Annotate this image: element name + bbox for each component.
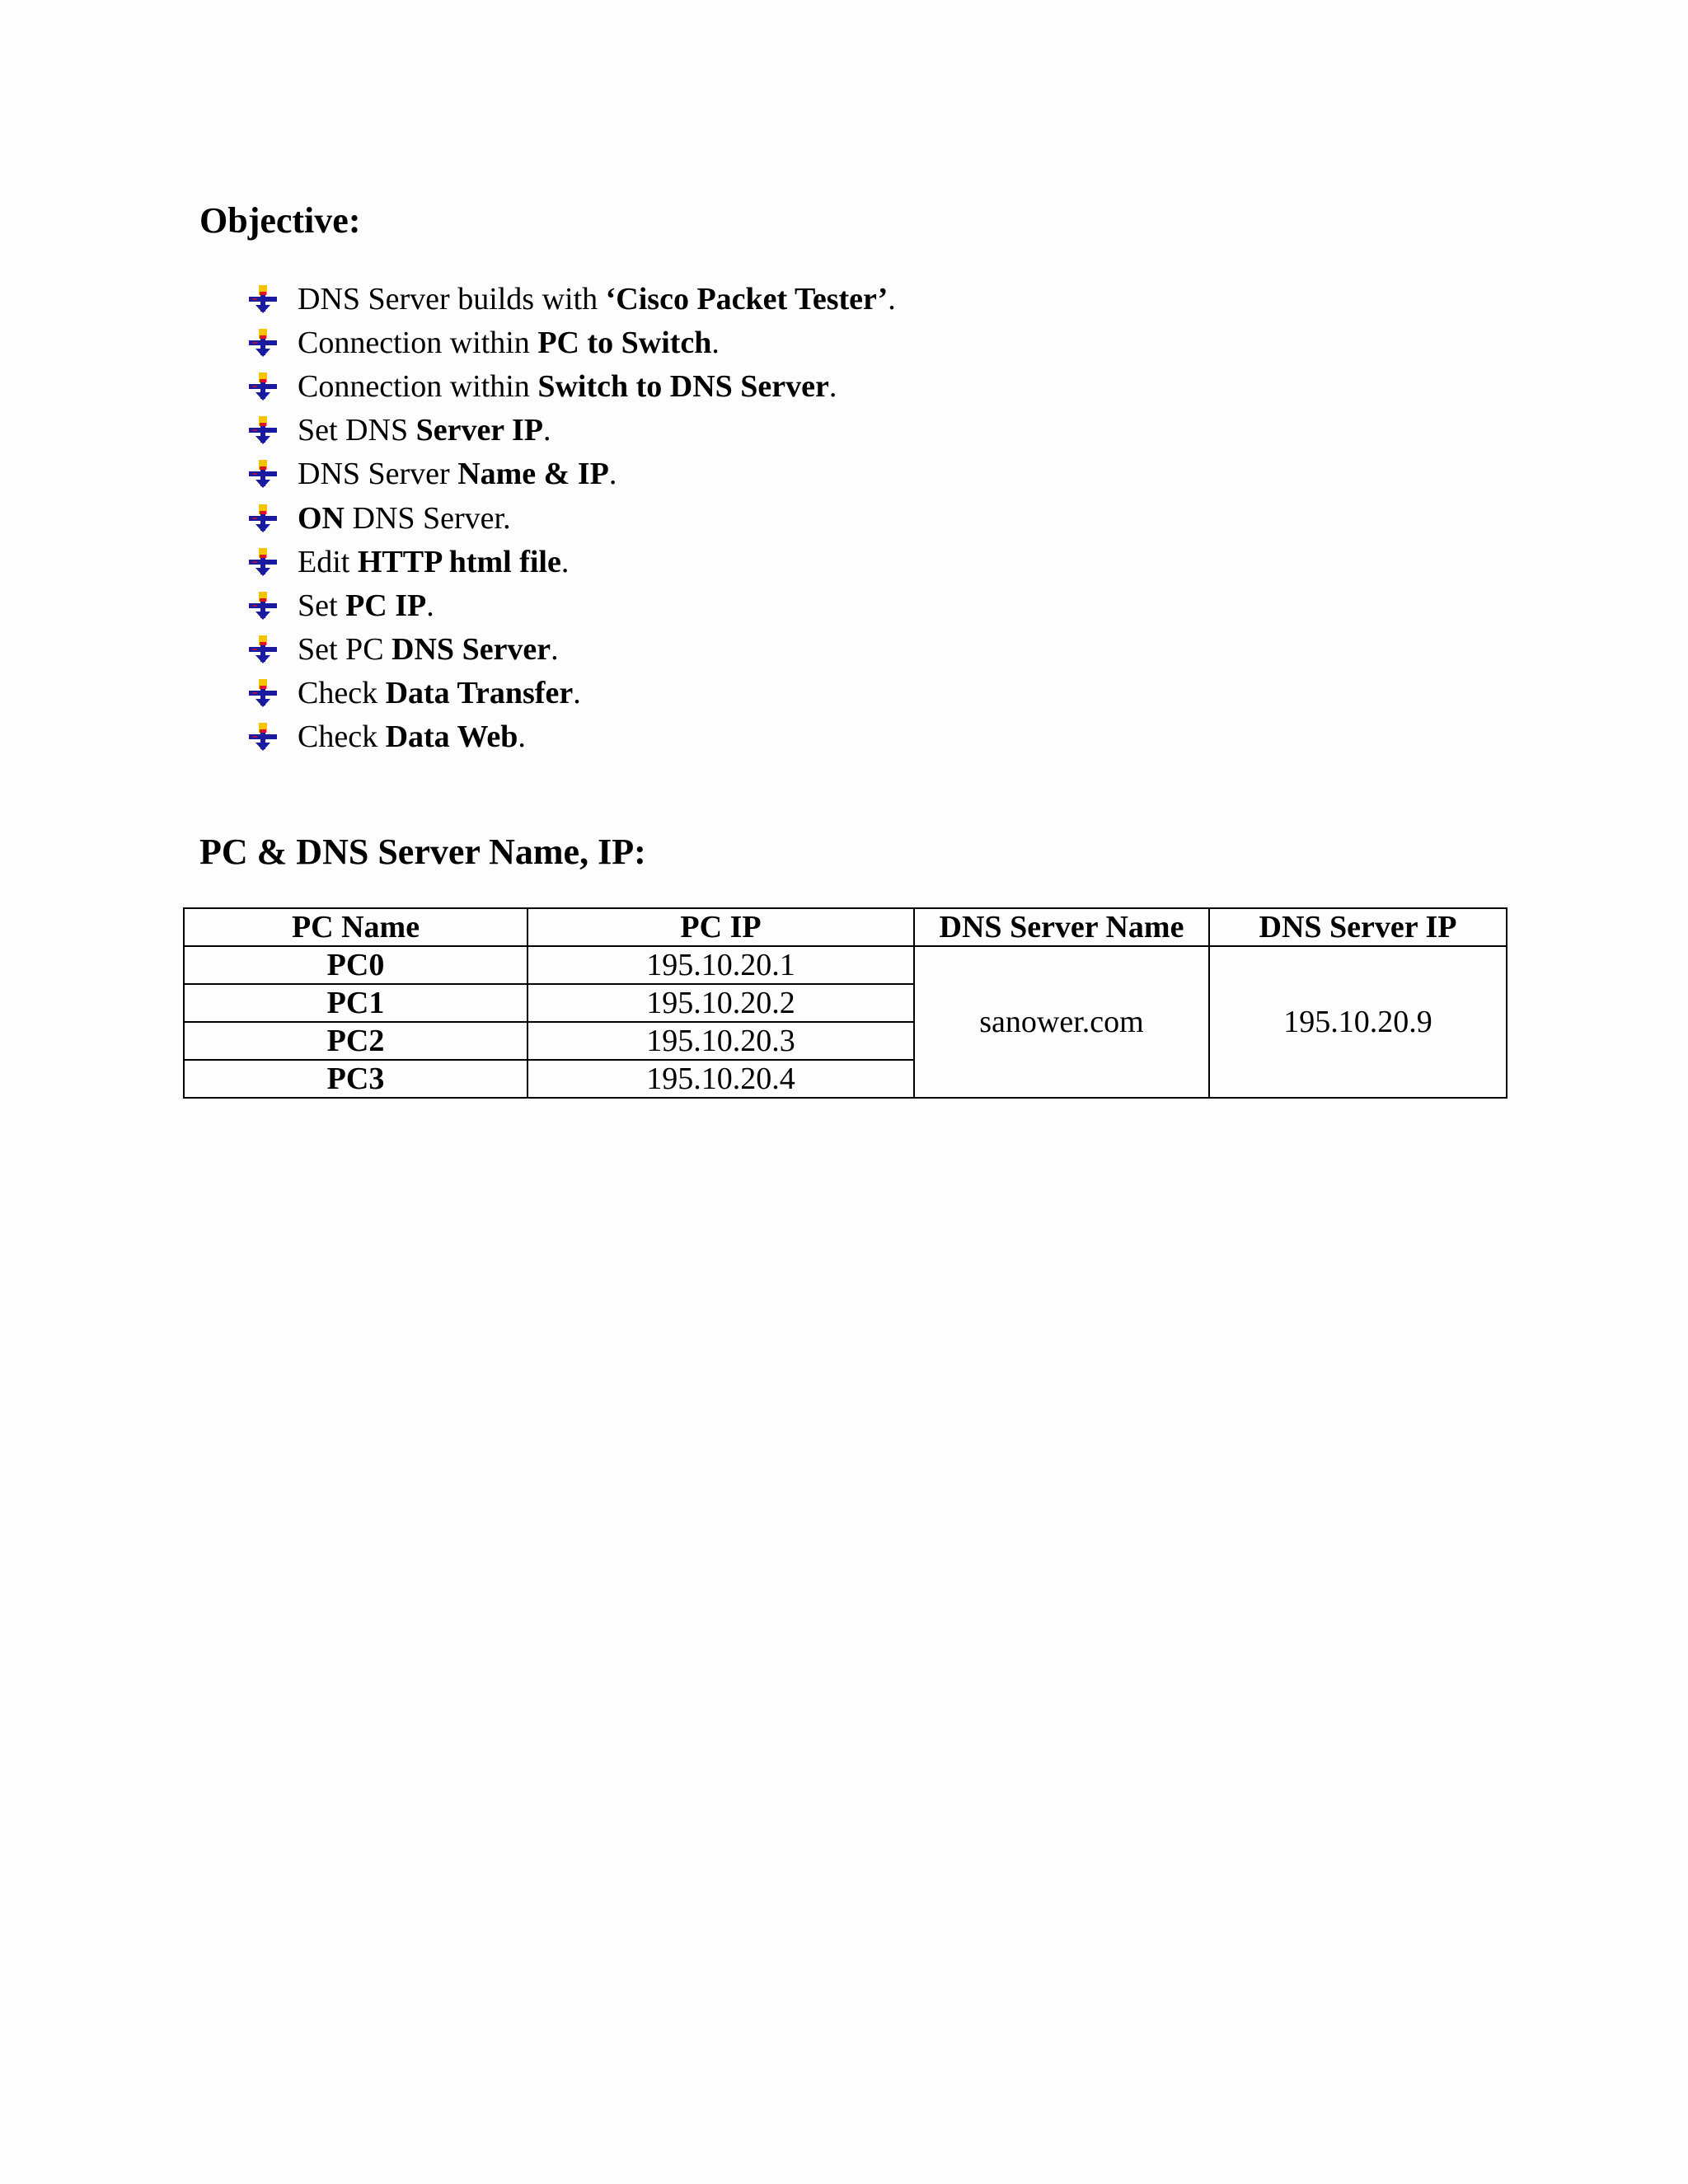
objective-text-run: DNS Server builds with xyxy=(298,281,606,316)
objective-text-bold: DNS Server xyxy=(392,632,551,668)
objective-text-run: . xyxy=(551,632,559,668)
objective-text-run: . xyxy=(888,281,896,316)
arrow-down-plus-icon xyxy=(247,371,279,402)
list-item xyxy=(247,409,896,452)
objective-text-run: . xyxy=(711,325,720,360)
objective-text-run: Check xyxy=(298,676,386,711)
objective-text-bold: Data Web xyxy=(385,719,518,755)
objective-text-run: . xyxy=(543,413,551,448)
list-item xyxy=(247,321,896,364)
pc-ip-cell: 195.10.20.3 xyxy=(528,1022,914,1060)
objective-text-bold: PC to Switch xyxy=(537,325,712,360)
objective-heading: Objective: xyxy=(199,200,361,241)
objective-text xyxy=(298,368,837,405)
list-item xyxy=(247,277,896,321)
list-item xyxy=(247,672,896,715)
arrow-down-plus-icon xyxy=(247,415,279,446)
arrow-down-plus-icon xyxy=(247,503,279,534)
objective-text-bold: ON xyxy=(298,500,345,536)
objective-text-bold: HTTP html file xyxy=(357,544,561,579)
objective-text xyxy=(298,412,551,448)
objective-text-run: Check xyxy=(298,719,386,755)
objective-text-bold: Switch to DNS Server xyxy=(537,368,829,404)
pc-ip-cell: 195.10.20.2 xyxy=(528,984,914,1022)
pc-name-cell: PC0 xyxy=(184,946,528,984)
list-item xyxy=(247,715,896,759)
arrow-down-plus-icon xyxy=(247,677,279,709)
header-pc-ip: PC IP xyxy=(528,908,914,946)
dns-server-ip-cell: 195.10.20.9 xyxy=(1209,946,1507,1098)
dns-server-name-cell: sanower.com xyxy=(914,946,1209,1098)
table-row xyxy=(184,946,1507,984)
list-item xyxy=(247,452,896,496)
objective-text-bold: PC IP xyxy=(345,588,427,623)
objective-text-run: . xyxy=(608,457,617,492)
objective-text xyxy=(298,588,434,624)
pc-name-cell: PC2 xyxy=(184,1022,528,1060)
pc-name-cell: PC1 xyxy=(184,984,528,1022)
objective-text-run: Connection within xyxy=(298,368,538,404)
objective-text-run: . xyxy=(426,588,434,623)
list-item xyxy=(247,540,896,583)
objective-text xyxy=(298,456,617,492)
objective-text xyxy=(298,325,720,361)
pc-ip-cell: 195.10.20.1 xyxy=(528,946,914,984)
objective-text-bold: Name & IP xyxy=(457,457,609,492)
objective-text-run: Set DNS xyxy=(298,413,416,448)
objective-text xyxy=(298,675,581,711)
objective-text-bold: ‘Cisco Packet Tester’ xyxy=(605,281,889,316)
objective-text-run: . xyxy=(573,676,581,711)
arrow-down-plus-icon xyxy=(247,284,279,315)
arrow-down-plus-icon xyxy=(247,634,279,665)
objective-text-run: . xyxy=(828,368,837,404)
arrow-down-plus-icon xyxy=(247,590,279,621)
objective-text xyxy=(298,281,896,317)
objective-text-bold: Server IP xyxy=(415,413,543,448)
objective-text-run: DNS Server xyxy=(298,457,458,492)
objective-list xyxy=(247,277,896,759)
objective-text xyxy=(298,544,569,580)
list-item xyxy=(247,364,896,408)
objective-text-run: DNS Server. xyxy=(345,500,511,536)
list-item xyxy=(247,496,896,540)
arrow-down-plus-icon xyxy=(247,546,279,578)
objective-text xyxy=(298,719,526,755)
objective-text xyxy=(298,500,511,537)
list-item xyxy=(247,628,896,672)
header-dns-server-ip: DNS Server IP xyxy=(1209,908,1507,946)
objective-text xyxy=(298,631,559,668)
header-dns-server-name: DNS Server Name xyxy=(914,908,1209,946)
objective-text-run: . xyxy=(518,719,526,755)
arrow-down-plus-icon xyxy=(247,458,279,490)
header-pc-name: PC Name xyxy=(184,908,528,946)
arrow-down-plus-icon xyxy=(247,721,279,752)
arrow-down-plus-icon xyxy=(247,327,279,359)
list-item xyxy=(247,583,896,627)
objective-text-run: Set PC xyxy=(298,632,392,668)
objective-text-run: Edit xyxy=(298,544,358,579)
table-header-row xyxy=(184,908,1507,946)
table-heading: PC & DNS Server Name, IP: xyxy=(199,832,646,872)
pc-name-cell: PC3 xyxy=(184,1060,528,1098)
objective-text-run: . xyxy=(560,544,570,579)
pc-ip-cell: 195.10.20.4 xyxy=(528,1060,914,1098)
objective-text-bold: Data Transfer xyxy=(385,676,574,711)
pc-dns-table xyxy=(183,907,1507,1099)
objective-text-run: Set xyxy=(298,588,346,623)
objective-text-run: Connection within xyxy=(298,325,538,360)
